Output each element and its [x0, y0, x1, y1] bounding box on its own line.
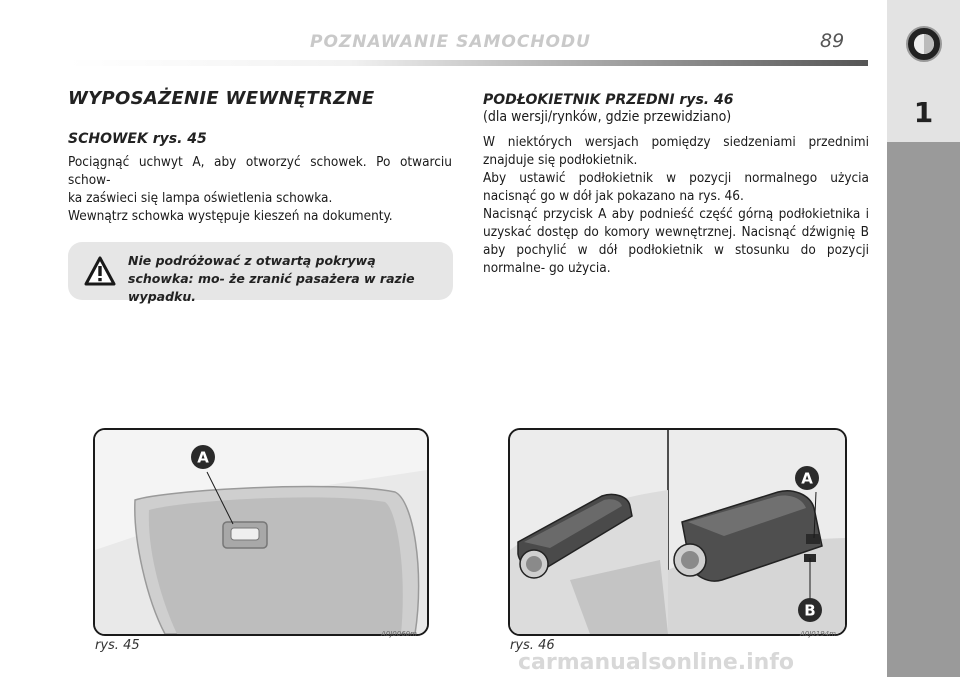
right-column: [483, 88, 869, 277]
chapter-number: 1: [913, 96, 934, 129]
figure-46-code: A0J0194m: [800, 630, 836, 638]
callout-a: A: [197, 448, 209, 467]
glovebox-subtitle: SCHOWEK rys. 45: [68, 131, 207, 147]
watermark-text: carmanualsonline.info: [518, 650, 794, 675]
figure-45-code: A0J0060m: [381, 630, 417, 638]
body-line: Pociągnąć uchwyt A, aby otworzyć schowek. Po otwarciu schow-: [68, 154, 452, 188]
main-title: WYPOSAŻENIE WEWNĘTRZNE: [68, 88, 375, 109]
chapter-tab-top: [887, 0, 960, 142]
figure-46-label: rys. 46: [510, 638, 555, 653]
section-title: POZNAWANIE SAMOCHODU: [310, 32, 591, 52]
callout-b: B: [804, 601, 816, 620]
glovebox-illustration: [95, 430, 427, 634]
body-line: ka zaświeci się lampa oświetlenia schowka.: [68, 190, 333, 206]
armrest-body: [483, 133, 869, 277]
page-number: 89: [820, 30, 845, 52]
armrest-subtitle: PODŁOKIETNIK PRZEDNI rys. 46: [483, 92, 734, 108]
left-column: [68, 88, 452, 225]
warning-text: Nie podróżować z otwartą pokrywą schowka: mo- że zranić pasażera w razie wypadku.: [128, 253, 415, 304]
callout-a: A: [801, 469, 813, 488]
header-rule: [68, 60, 868, 66]
warning-box: [68, 242, 453, 304]
armrest-illustration: [510, 430, 845, 634]
body-line: W niektórych wersjach pomiędzy siedzeniami przednimi znajduje się podłokietnik.: [483, 134, 869, 168]
body-line: Aby ustawić podłokietnik w pozycji normalnego użycia nacisnąć go w dół jak pokazano na rys. 46.: [483, 170, 869, 204]
chapter-side-tab: [887, 0, 960, 677]
figure-46-armrest: [508, 428, 847, 636]
figure-45-label: rys. 45: [95, 638, 140, 653]
body-line: Nacisnąć przycisk A aby podnieść część górną podłokietnika i uzyskać dostęp do komory wewnętrznej. Nacisnąć dźwignię B aby pochylić w dół podłokietnik w stosunku do pozycji normalne- go użycia.: [483, 206, 869, 276]
glovebox-body: [68, 153, 452, 225]
warning-triangle-icon: [84, 256, 116, 286]
availability-note: (dla wersji/rynków, gdzie przewidziano): [483, 109, 732, 125]
alfa-romeo-logo-icon: [906, 26, 942, 62]
body-line: Wewnątrz schowka występuje kieszeń na dokumenty.: [68, 208, 393, 224]
figure-45-glovebox: [93, 428, 429, 636]
